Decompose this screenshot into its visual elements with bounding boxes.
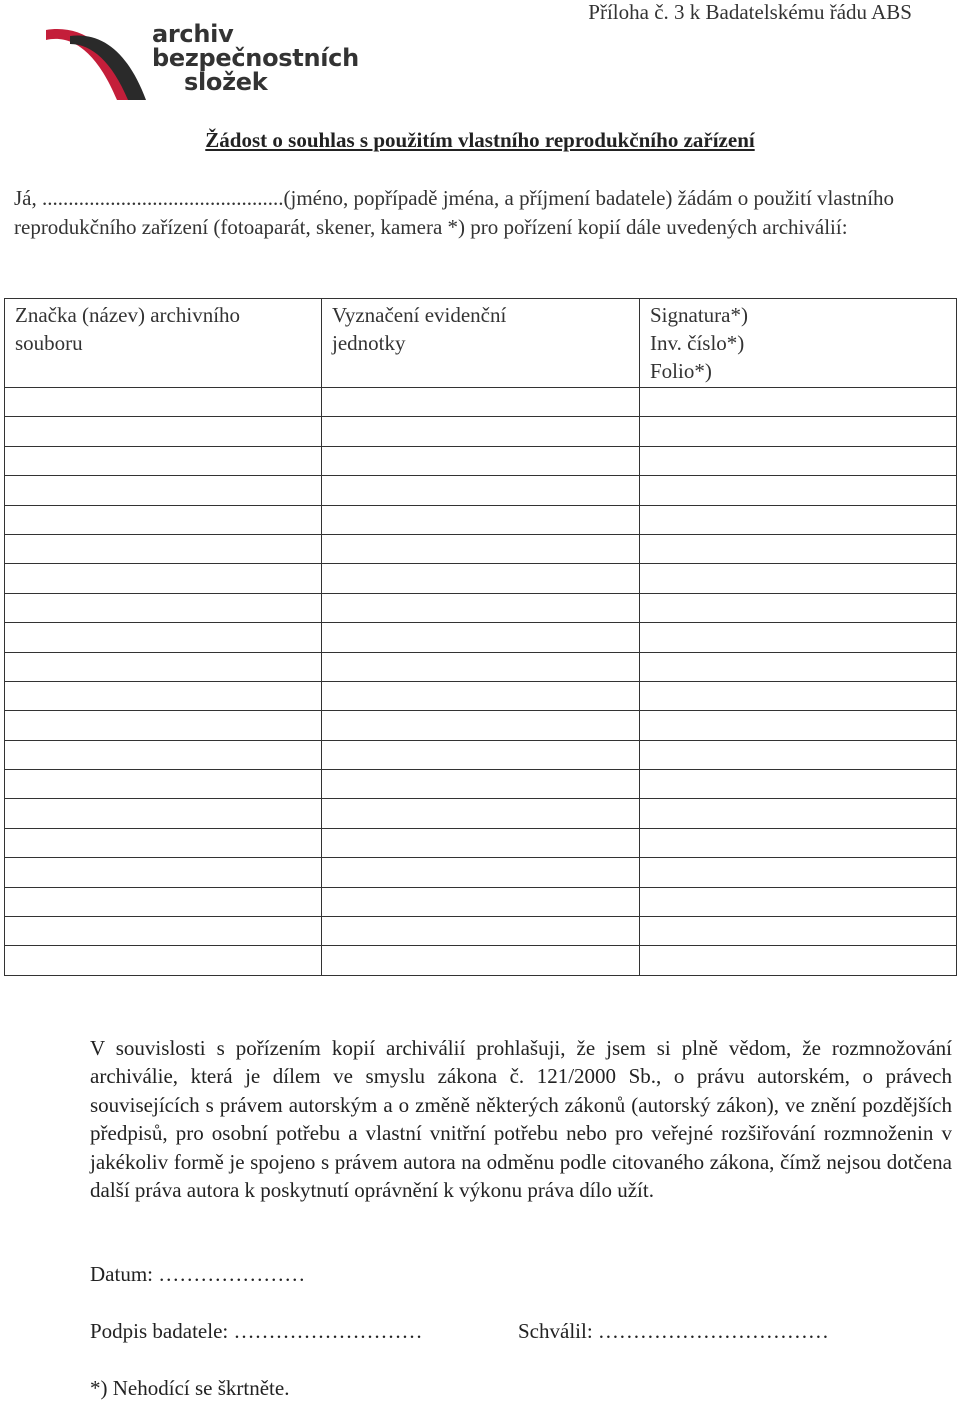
- table-cell[interactable]: [322, 681, 640, 710]
- table-cell[interactable]: [322, 799, 640, 828]
- approved-by-field[interactable]: Schválil: ……………………………: [518, 1319, 829, 1343]
- table-cell[interactable]: [640, 476, 957, 505]
- header-signature-line-2: Inv. číslo*): [650, 331, 745, 355]
- table-cell[interactable]: [640, 593, 957, 622]
- header-fonds: [5, 299, 322, 388]
- table-cell[interactable]: [5, 858, 322, 887]
- table-row: [5, 887, 957, 916]
- table-cell[interactable]: [640, 828, 957, 857]
- table-cell[interactable]: [640, 858, 957, 887]
- table-cell[interactable]: [640, 564, 957, 593]
- header-unit-line-2: jednotky: [332, 331, 406, 355]
- table-row: [5, 917, 957, 946]
- logo-swoosh-icon: [42, 22, 152, 102]
- table-cell[interactable]: [5, 564, 322, 593]
- footnote: *) Nehodící se škrtněte.: [90, 1376, 290, 1400]
- document-title: Žádost o souhlas s použitím vlastního reprodukčního zařízení: [205, 128, 755, 152]
- table-row: [5, 417, 957, 446]
- table-cell[interactable]: [5, 505, 322, 534]
- table-row: [5, 534, 957, 563]
- table-row: [5, 564, 957, 593]
- abs-logo: [42, 22, 382, 102]
- table-row: [5, 828, 957, 857]
- table-row: [5, 623, 957, 652]
- table-cell[interactable]: [5, 711, 322, 740]
- table-cell[interactable]: [640, 711, 957, 740]
- table-cell[interactable]: [5, 946, 322, 975]
- table-cell[interactable]: [5, 623, 322, 652]
- table-cell[interactable]: [322, 946, 640, 975]
- table-cell[interactable]: [322, 770, 640, 799]
- header-signature-line-1: Signatura*): [650, 303, 748, 327]
- table-row: [5, 681, 957, 710]
- table-cell[interactable]: [640, 417, 957, 446]
- logo-wordmark: [152, 22, 359, 94]
- table-row: [5, 446, 957, 475]
- table-cell[interactable]: [640, 917, 957, 946]
- table-cell[interactable]: [5, 417, 322, 446]
- table-body: [5, 388, 957, 976]
- table-row: [5, 740, 957, 769]
- table-cell[interactable]: [5, 770, 322, 799]
- table-row: [5, 770, 957, 799]
- table-cell[interactable]: [640, 799, 957, 828]
- table-cell[interactable]: [640, 770, 957, 799]
- table-row: [5, 711, 957, 740]
- header-unit-line-1: Vyznačení evidenční: [332, 303, 507, 327]
- header-signature-line-3: Folio*): [650, 359, 712, 383]
- header-fonds-line-1: Značka (název) archivního: [15, 303, 241, 327]
- table-row: [5, 593, 957, 622]
- table-cell[interactable]: [5, 887, 322, 916]
- table-cell[interactable]: [322, 388, 640, 417]
- researcher-signature-field[interactable]: Podpis badatele: ………………………: [90, 1319, 423, 1343]
- table-cell[interactable]: [322, 711, 640, 740]
- table-cell[interactable]: [322, 593, 640, 622]
- table-cell[interactable]: [322, 887, 640, 916]
- table-header-row: [5, 299, 957, 388]
- table-cell[interactable]: [640, 388, 957, 417]
- table-cell[interactable]: [322, 623, 640, 652]
- table-cell[interactable]: [322, 917, 640, 946]
- table-cell[interactable]: [640, 681, 957, 710]
- table-row: [5, 476, 957, 505]
- logo-line-2: bezpečnostních: [152, 44, 359, 72]
- table-cell[interactable]: [640, 946, 957, 975]
- table-cell[interactable]: [5, 534, 322, 563]
- table-cell[interactable]: [640, 534, 957, 563]
- table-cell[interactable]: [322, 858, 640, 887]
- table-cell[interactable]: [322, 534, 640, 563]
- table-cell[interactable]: [640, 652, 957, 681]
- table-cell[interactable]: [5, 446, 322, 475]
- declaration-text: V souvislosti s pořízením kopií archiválií prohlašuji, že jsem si plně vědom, že rozmnožování archiválie, která je dílem ve smyslu zákona č. 121/2000 Sb., o právu autorském, o právech souvisejících s právem autorským a o změně některých zákonů (autorský zákon), ve znění pozdějších předpisů, pro osobní potřebu a vlastní vnitřní potřebu nebo pro veřejné rozšiřování rozmnoženin v jakékoliv formě je spojeno s právem autora na odměnu podle citovaného zákona, čímž nejsou dotčena další práva autora k poskytnutí oprávnění k výkonu práva dílo užít.: [90, 1036, 952, 1203]
- table-cell[interactable]: [5, 388, 322, 417]
- table-cell[interactable]: [322, 476, 640, 505]
- header-unit: [322, 299, 640, 388]
- table-cell[interactable]: [5, 652, 322, 681]
- table-cell[interactable]: [640, 623, 957, 652]
- table-cell[interactable]: [322, 564, 640, 593]
- table-cell[interactable]: [322, 446, 640, 475]
- table-row: [5, 799, 957, 828]
- table-cell[interactable]: [5, 593, 322, 622]
- table-cell[interactable]: [322, 740, 640, 769]
- table-cell[interactable]: [5, 917, 322, 946]
- appendix-label: Příloha č. 3 k Badatelskému řádu ABS: [588, 0, 912, 24]
- table-cell[interactable]: [640, 740, 957, 769]
- header-fonds-line-2: souboru: [15, 331, 83, 355]
- table-row: [5, 388, 957, 417]
- table-row: [5, 505, 957, 534]
- table-cell[interactable]: [640, 505, 957, 534]
- logo-line-3: složek: [184, 68, 268, 96]
- table-cell[interactable]: [322, 828, 640, 857]
- table-row: [5, 946, 957, 975]
- table-cell[interactable]: [640, 446, 957, 475]
- table-cell[interactable]: [322, 505, 640, 534]
- table-cell[interactable]: [322, 652, 640, 681]
- table-cell[interactable]: [640, 887, 957, 916]
- date-field[interactable]: Datum: …………………: [90, 1262, 306, 1286]
- table-cell[interactable]: [5, 828, 322, 857]
- table-cell[interactable]: [322, 417, 640, 446]
- table-cell[interactable]: [5, 681, 322, 710]
- table-row: [5, 858, 957, 887]
- request-intro: Já, ..............................................(jméno, popřípadě jména, a příjmení badatele) žádám o použití vlastního reprodukčního zařízení (fotoaparát, skener, kamera *) pro pořízení kopií dále uvedených archiválií:: [14, 186, 895, 239]
- archival-items-table: [4, 298, 957, 976]
- header-signature: [640, 299, 957, 388]
- logo-line-1: archiv: [152, 20, 234, 48]
- table-cell[interactable]: [5, 476, 322, 505]
- table-cell[interactable]: [5, 799, 322, 828]
- table-row: [5, 652, 957, 681]
- table-cell[interactable]: [5, 740, 322, 769]
